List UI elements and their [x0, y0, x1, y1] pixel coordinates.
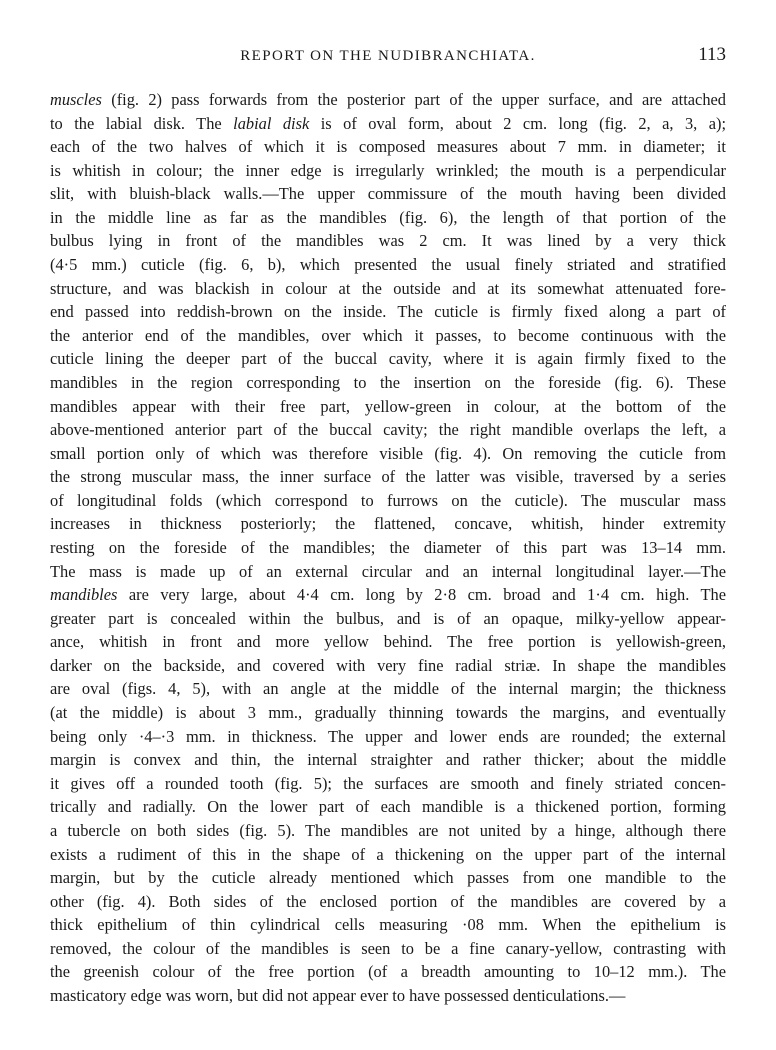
text-line [50, 890, 726, 914]
text-line [50, 182, 726, 206]
text-segment: the greenish colour of the free portion (of a breadth amounting to 10–12 mm.). The [50, 962, 726, 982]
italic-term: mandibles [50, 585, 118, 605]
text-line [50, 229, 726, 253]
text-line [50, 984, 726, 1008]
text-segment: is whitish in colour; the inner edge is irregularly wrinkled; the mouth is a perpendicular [50, 160, 726, 180]
text-line [50, 583, 726, 607]
text-line [50, 418, 726, 442]
text-segment: masticatory edge was worn, but did not appear ever to have possessed denticulations.— [50, 985, 626, 1005]
running-title: REPORT ON THE NUDIBRANCHIATA. [240, 48, 536, 64]
text-line [50, 937, 726, 961]
text-line [50, 465, 726, 489]
text-segment: darker on the backside, and covered with very fine radial striæ. In shape the mandibles [50, 655, 726, 675]
text-line [50, 112, 726, 136]
text-line [50, 560, 726, 584]
text-line [50, 135, 726, 159]
text-segment: greater part is concealed within the bulbus, and is of an opaque, milky-yellow appear- [50, 608, 726, 628]
text-line [50, 960, 726, 984]
page-number: 113 [698, 44, 726, 65]
text-segment: above-mentioned anterior part of the buccal cavity; the right mandible overlaps the left, a [50, 420, 726, 440]
text-segment: mandibles appear with their free part, yellow-green in colour, at the bottom of the [50, 396, 726, 416]
text-segment: of longitudinal folds (which correspond to furrows on the cuticle). The muscular mass [50, 490, 726, 510]
text-line [50, 772, 726, 796]
text-segment: thick epithelium of thin cylindrical cells measuring ·08 mm. When the epithelium is [50, 915, 726, 935]
text-segment: resting on the foreside of the mandibles; the diameter of this part was 13–14 mm. [50, 537, 726, 557]
text-segment: a tubercle on both sides (fig. 5). The mandibles are not united by a hinge, although there [50, 820, 726, 840]
text-line [50, 819, 726, 843]
text-line [50, 748, 726, 772]
text-segment: end passed into reddish-brown on the inside. The cuticle is firmly fixed along a part of [50, 302, 726, 322]
text-line [50, 866, 726, 890]
text-line [50, 347, 726, 371]
text-segment: removed, the colour of the mandibles is seen to be a fine canary-yellow, contrasting with [50, 938, 726, 958]
text-segment: (at the middle) is about 3 mm., gradually thinning towards the margins, and eventually [50, 703, 726, 723]
text-segment: small portion only of which was therefore visible (fig. 4). On removing the cuticle from [50, 443, 726, 463]
text-segment: increases in thickness posteriorly; the flattened, concave, whitish, hinder extremity [50, 514, 726, 534]
text-line [50, 489, 726, 513]
italic-term: labial disk [233, 113, 310, 133]
text-line [50, 795, 726, 819]
text-segment: slit, with bluish-black walls.—The upper commissure of the mouth having been divided [50, 184, 726, 204]
text-line [50, 324, 726, 348]
text-line [50, 536, 726, 560]
text-segment: (4·5 mm.) cuticle (fig. 6, b), which presented the usual finely striated and stratified [50, 255, 726, 275]
text-segment: exists a rudiment of this in the shape of a thickening on the upper part of the internal [50, 844, 726, 864]
text-line [50, 701, 726, 725]
text-segment: being only ·4–·3 mm. in thickness. The upper and lower ends are rounded; the external [50, 726, 726, 746]
text-line [50, 395, 726, 419]
text-segment: is of oval form, about 2 cm. long (fig. 2, a, 3, a); [309, 113, 727, 133]
text-line [50, 654, 726, 678]
text-line [50, 253, 726, 277]
text-segment: margin is convex and thin, the internal straighter and rather thicker; about the middle [50, 750, 726, 770]
text-segment: are oval (figs. 4, 5), with an angle at the middle of the internal margin; the thickness [50, 679, 726, 699]
text-line [50, 206, 726, 230]
italic-term: muscles [50, 90, 102, 109]
text-line [50, 607, 726, 631]
text-segment: it gives off a rounded tooth (fig. 5); the surfaces are smooth and finely striated concen- [50, 773, 726, 793]
text-line [50, 442, 726, 466]
text-segment: ance, whitish in front and more yellow behind. The free portion is yellowish-green, [50, 632, 726, 652]
text-segment: cuticle lining the deeper part of the buccal cavity, where it is again firmly fixed to the [50, 349, 726, 369]
text-line [50, 277, 726, 301]
text-line [50, 913, 726, 937]
text-segment: the strong muscular mass, the inner surface of the latter was visible, traversed by a series [50, 467, 726, 487]
text-segment: The mass is made up of an external circular and an internal longitudinal layer.—The [50, 561, 726, 581]
text-segment: structure, and was blackish in colour at the outside and at its somewhat attenuated fore- [50, 278, 726, 298]
text-line [50, 88, 726, 112]
text-line [50, 300, 726, 324]
text-segment: other (fig. 4). Both sides of the enclosed portion of the mandibles are covered by a [50, 891, 726, 911]
text-line [50, 512, 726, 536]
body-text [50, 88, 726, 1008]
running-head [50, 44, 726, 68]
text-segment: (fig. 2) pass forwards from the posterior part of the upper surface, and are attached [101, 90, 726, 109]
text-line [50, 843, 726, 867]
text-segment: in the middle line as far as the mandibles (fig. 6), the length of that portion of the [50, 207, 726, 227]
text-segment: margin, but by the cuticle already mentioned which passes from one mandible to the [50, 868, 726, 888]
text-line [50, 159, 726, 183]
text-line [50, 725, 726, 749]
text-segment: the anterior end of the mandibles, over which it passes, to become continuous with the [50, 325, 726, 345]
text-line [50, 630, 726, 654]
text-segment: to the labial disk. The [50, 113, 234, 133]
text-segment: trically and radially. On the lower part of each mandible is a thickened portion, forming [50, 797, 726, 817]
text-line [50, 677, 726, 701]
text-segment: are very large, about 4·4 cm. long by 2·8 cm. broad and 1·4 cm. high. The [117, 585, 726, 605]
text-line [50, 371, 726, 395]
text-segment: bulbus lying in front of the mandibles was 2 cm. It was lined by a very thick [50, 231, 726, 251]
text-segment: mandibles in the region corresponding to the insertion on the foreside (fig. 6). These [50, 372, 726, 392]
text-segment: each of the two halves of which it is composed measures about 7 mm. in diameter; it [50, 137, 726, 157]
